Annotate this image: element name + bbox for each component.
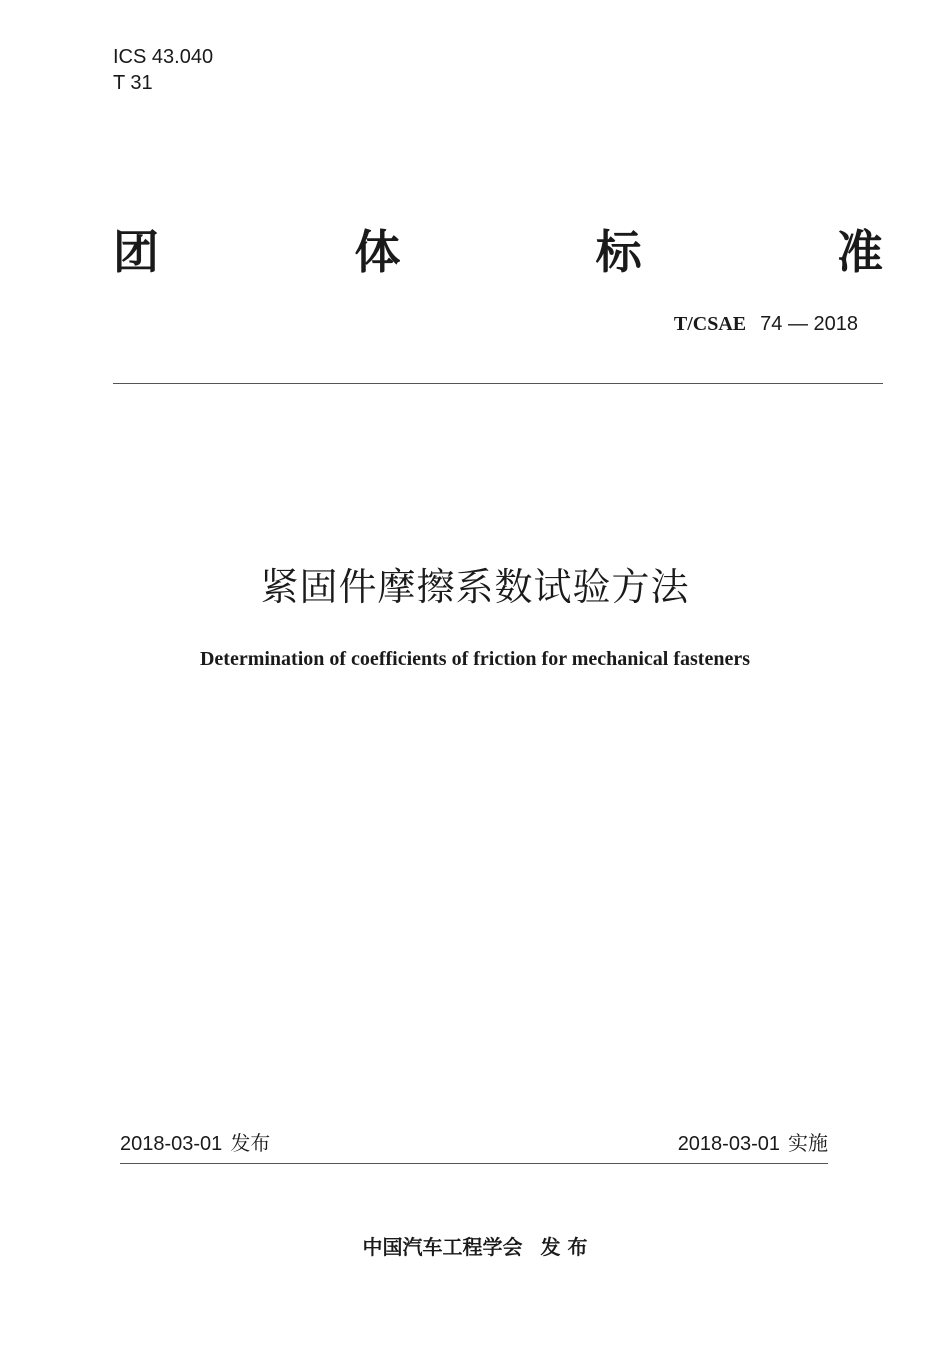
- standard-number-value: 74 — 2018: [760, 313, 858, 335]
- title-english: Determination of coefficients of friction for mechanical fasteners: [199, 648, 751, 670]
- ccs-code: T 31: [113, 72, 153, 94]
- standard-number: [674, 311, 858, 337]
- publisher-line: [0, 1233, 950, 1261]
- standard-number-prefix: T/CSAE: [673, 313, 747, 335]
- implementation-date: 2018-03-01: [677, 1133, 780, 1155]
- heading-char-3: 标: [595, 225, 642, 279]
- ics-code: ICS 43.040: [113, 46, 214, 68]
- issue-date-line: [120, 1130, 270, 1157]
- top-divider: [113, 383, 883, 384]
- title-chinese: 紧固件摩擦系数试验方法: [260, 565, 690, 609]
- heading-char-4: 准: [836, 225, 883, 279]
- implementation-label: 实施: [788, 1131, 828, 1155]
- issue-date: 2018-03-01: [120, 1133, 223, 1155]
- bottom-divider: [120, 1163, 828, 1164]
- implementation-date-line: [678, 1130, 828, 1157]
- standard-type-heading: [113, 224, 883, 280]
- heading-char-2: 体: [354, 225, 401, 279]
- heading-char-1: 团: [113, 225, 159, 279]
- publisher-name: 中国汽车工程学会: [362, 1235, 523, 1259]
- publisher-suffix: 发 布: [540, 1235, 588, 1259]
- issue-label: 发布: [230, 1131, 271, 1155]
